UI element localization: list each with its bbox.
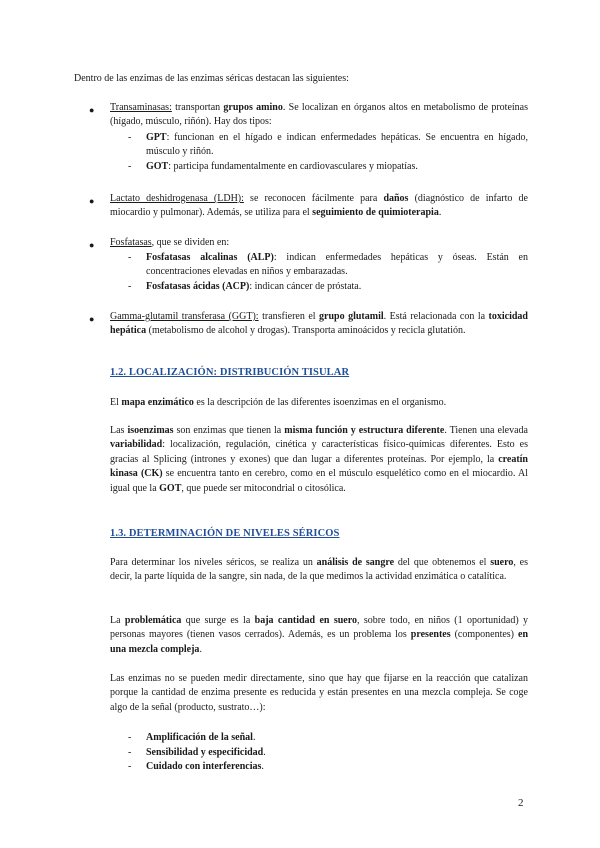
intro-paragraph: Dentro de las enzimas de las enzimas séricas destacan las siguientes: xyxy=(74,73,349,84)
dash-marker: - xyxy=(128,252,132,263)
dash-marker: - xyxy=(128,132,132,143)
item-sensibilidad: Sensibilidad y especificidad. xyxy=(146,747,266,758)
bullet-marker: ● xyxy=(89,196,95,206)
bullet-marker: ● xyxy=(89,314,95,324)
paragraph-isoenzimas: Las isoenzimas son enzimas que tienen la misma función y estructura diferente. Tienen una elevada variabilidad: localización, regulación, cinética y características físico-químicas diferentes. Esto es gracias al Splicing (intrones y exones) que dan lugar a diferentes proteínas. Por ejemplo, la creatín kinasa (CK) se encuentra tanto en cerebro, como en el músculo esquelético como en el miocardio. Al igual que la GOT, que puede ser mitocondrial o citosólica. xyxy=(110,425,529,494)
item-interferencias: Cuidado con interferencias. xyxy=(146,761,264,772)
paragraph-problematica: La problemática que surge es la baja cantidad en suero, sobre todo, en niños (1 oportunidad) y personas mayores (tienen vasos cerrados). Además, es un problema los presentes (componentes) en una mezcla compleja. xyxy=(110,615,528,655)
sub-item-alp: Fosfatasas alcalinas (ALP): indican enfermedades hepáticas y óseas. Están en concentraciones elevadas en niños y embarazadas. xyxy=(146,252,528,278)
list-item-ggt: Gamma-glutamil transferasa (GGT): transfieren el grupo glutamil. Está relacionada con la toxicidad hepática (metabolismo de alcohol y drogas). Transporta aminoácidos y recicla glutatión. xyxy=(110,311,528,337)
dash-marker: - xyxy=(128,281,132,292)
paragraph-medicion-indirecta: Las enzimas no se pueden medir directamente, sino que hay que fijarse en la reacción que catalizan porque la cantidad de enzima presente es reducida y están presentes en una mezcla compleja. Se coge algo de la señal (producto, sustrato…): xyxy=(110,673,528,713)
list-item-fosfatasas: Fosfatasas, que se dividen en: xyxy=(110,237,230,248)
paragraph-mapa-enzimatico: El mapa enzimático es la descripción de las diferentes isoenzimas en el organismo. xyxy=(110,397,447,408)
dash-marker: - xyxy=(128,747,132,758)
dash-marker: - xyxy=(128,761,132,772)
item-amplificacion: Amplificación de la señal. xyxy=(146,732,256,743)
dash-marker: - xyxy=(128,732,132,743)
sub-item-gpt: GPT: funcionan en el hígado e indican enfermedades hepáticas. Se encuentra en hígado, músculo y riñón. xyxy=(146,132,528,158)
section-heading-determinacion: 1.3. DETERMINACIÓN DE NIVELES SÉRICOS xyxy=(110,528,340,539)
bullet-marker: ● xyxy=(89,105,95,115)
list-item-ldh: Lactato deshidrogenasa (LDH): se reconocen fácilmente para daños (diagnóstico de infarto de miocardio y pulmonar). Además, se utiliza para el seguimiento de quimioterapia. xyxy=(110,193,528,219)
page-number: 2 xyxy=(518,797,524,809)
section-heading-localizacion: 1.2. LOCALIZACIÓN: DISTRIBUCIÓN TISULAR xyxy=(110,367,350,378)
paragraph-analisis-sangre: Para determinar los niveles séricos, se realiza un análisis de sangre del que obtenemos el suero, es decir, la parte líquida de la sangre, sin nada, de la que medimos la actividad enzimática o catalítica. xyxy=(110,557,528,583)
dash-marker: - xyxy=(128,161,132,172)
sub-item-got: GOT: participa fundamentalmente en cardiovasculares y miopatías. xyxy=(146,161,418,172)
sub-item-acp: Fosfatasas ácidas (ACP): indican cáncer de próstata. xyxy=(146,281,362,292)
list-item-transaminasas: Transaminasas: transportan grupos amino. Se localizan en órganos altos en metabolismo de proteínas (hígado, músculo, riñón). Hay dos tipos: xyxy=(110,102,528,128)
bullet-marker: ● xyxy=(89,240,95,250)
